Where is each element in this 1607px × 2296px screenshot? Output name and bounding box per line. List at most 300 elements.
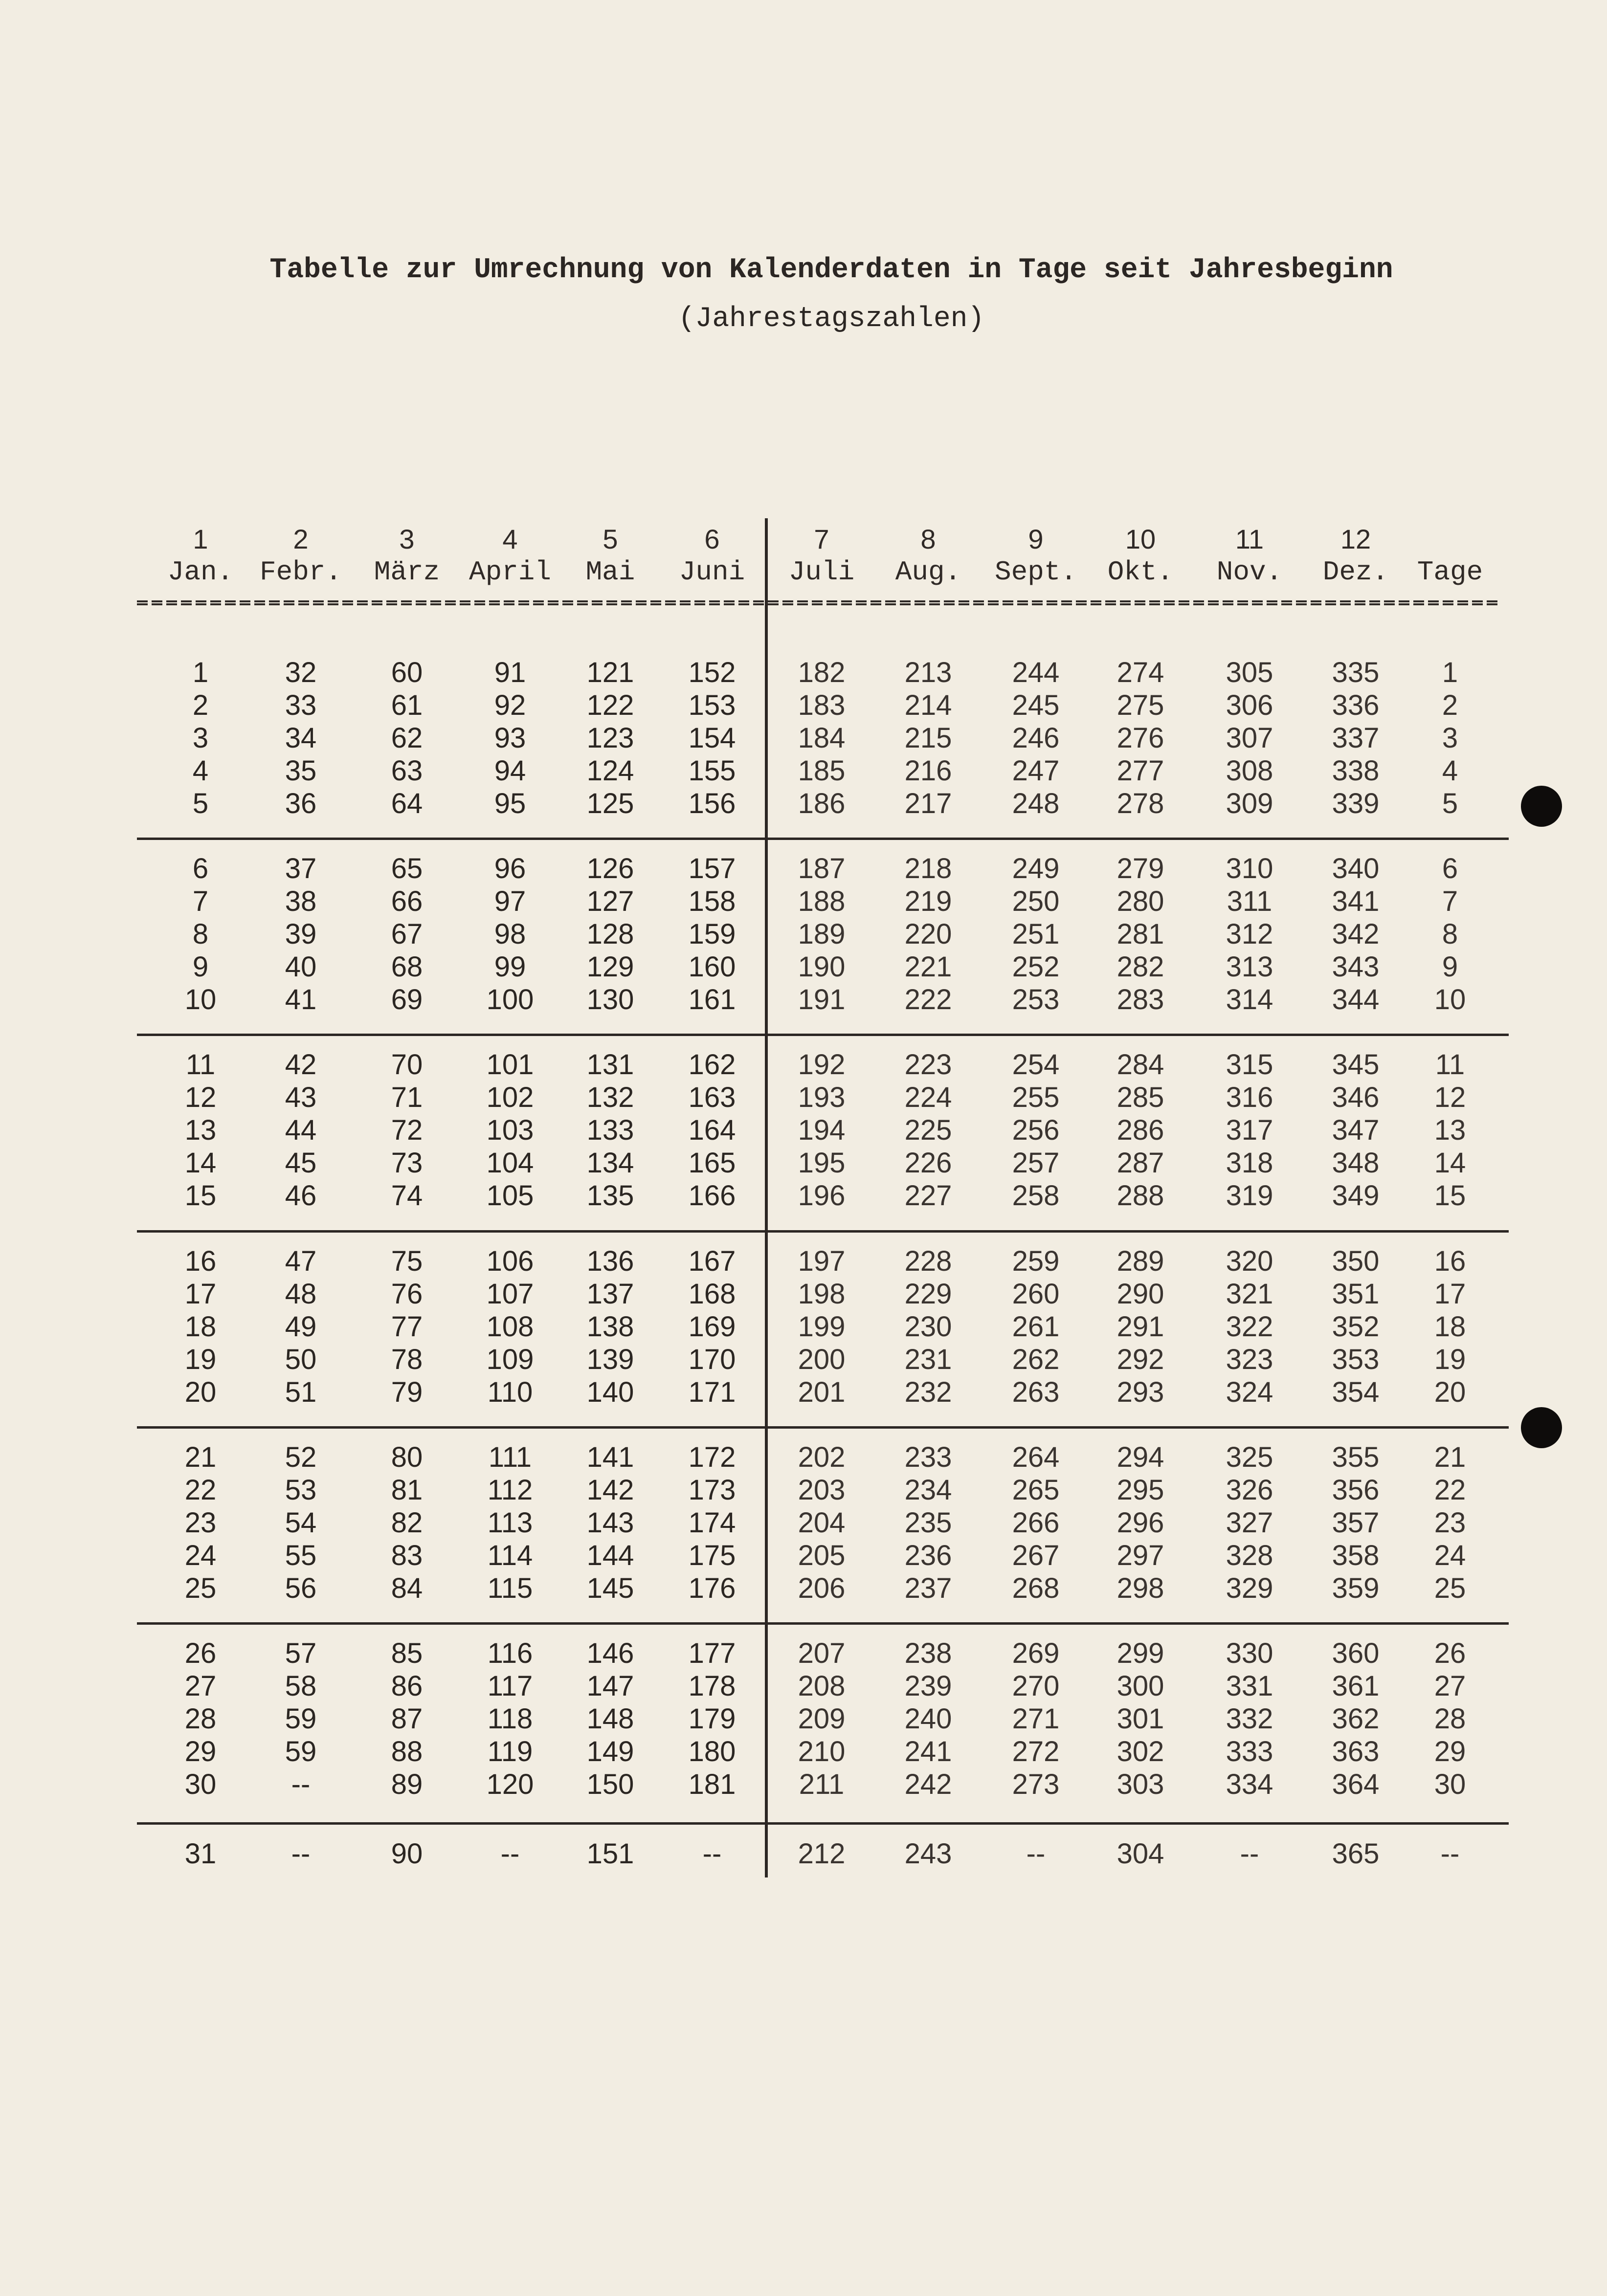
day-number-cell: 9 [192, 951, 209, 983]
day-number-cell: -- [291, 1838, 311, 1870]
day-number-cell: 16 [184, 1245, 217, 1277]
day-number-cell: 108 [486, 1311, 534, 1343]
day-number-cell: 33 [285, 689, 317, 721]
day-number-cell: 165 [688, 1147, 736, 1179]
day-number-cell: 56 [285, 1572, 317, 1604]
day-number-cell: 40 [285, 951, 317, 983]
day-number-cell: 320 [1226, 1245, 1273, 1277]
day-number-cell: 249 [1012, 853, 1060, 884]
day-number-cell: 254 [1012, 1049, 1060, 1081]
day-number-cell: 14 [184, 1147, 217, 1179]
day-number-cell: 235 [904, 1507, 952, 1539]
day-number-cell: 194 [798, 1114, 846, 1146]
column-number: 12 [1340, 524, 1371, 554]
day-number-cell: 324 [1226, 1376, 1273, 1408]
day-number-cell: 52 [285, 1441, 317, 1473]
day-number-cell: 15 [184, 1180, 217, 1212]
day-number-cell: 314 [1226, 984, 1273, 1016]
day-number-cell: 222 [904, 984, 952, 1016]
day-number-cell: 51 [285, 1376, 317, 1408]
day-number-cell: 270 [1012, 1670, 1060, 1702]
day-number-cell: 275 [1116, 689, 1164, 721]
day-number-cell: 27 [184, 1670, 217, 1702]
day-number-cell: 58 [285, 1670, 317, 1702]
day-number-cell: 189 [798, 918, 846, 950]
day-number-cell: 96 [494, 853, 526, 884]
day-number-cell: 127 [586, 885, 634, 917]
day-number-cell: 218 [904, 853, 952, 884]
day-number-cell: 57 [285, 1637, 317, 1669]
day-number-cell: 123 [586, 722, 634, 754]
day-number-cell: 207 [798, 1637, 846, 1669]
day-number-cell: 175 [688, 1540, 736, 1571]
day-number-cell: 232 [904, 1376, 952, 1408]
group-separator-line [137, 1822, 1509, 1825]
day-number-cell: 152 [688, 657, 736, 688]
day-number-cell: 113 [487, 1507, 533, 1539]
day-number-cell: 4 [192, 755, 209, 787]
day-number-cell: 363 [1332, 1736, 1380, 1767]
day-number-cell: -- [1026, 1838, 1046, 1870]
day-number-cell: 255 [1012, 1082, 1060, 1113]
day-number-cell: 231 [904, 1344, 952, 1375]
day-number-cell: 343 [1332, 951, 1380, 983]
day-number-cell: 114 [487, 1540, 533, 1571]
day-number-cell: 271 [1012, 1703, 1060, 1735]
day-number-cell: 341 [1332, 885, 1380, 917]
column-month-name: Mai [585, 556, 635, 588]
day-number-cell: 333 [1226, 1736, 1273, 1767]
day-number-cell: 283 [1116, 984, 1164, 1016]
day-number-cell: 54 [285, 1507, 317, 1539]
day-number-cell: 349 [1332, 1180, 1380, 1212]
day-number-cell: 181 [688, 1768, 736, 1800]
day-number-cell: 50 [285, 1344, 317, 1375]
day-of-month-cell: 27 [1434, 1670, 1466, 1702]
day-number-cell: 264 [1012, 1441, 1060, 1473]
day-number-cell: 339 [1332, 788, 1380, 819]
day-number-cell: 111 [488, 1441, 532, 1473]
day-number-cell: 61 [391, 689, 423, 721]
day-number-cell: 177 [688, 1637, 736, 1669]
day-of-month-cell: -- [1440, 1838, 1460, 1870]
day-number-cell: 94 [494, 755, 526, 787]
day-number-cell: 70 [391, 1049, 423, 1081]
day-number-cell: 234 [904, 1474, 952, 1506]
day-number-cell: 26 [184, 1637, 217, 1669]
day-number-cell: 88 [391, 1736, 423, 1767]
day-number-cell: 205 [798, 1540, 846, 1571]
day-number-cell: 93 [494, 722, 526, 754]
day-number-cell: 196 [798, 1180, 846, 1212]
day-number-cell: 246 [1012, 722, 1060, 754]
day-number-cell: 326 [1226, 1474, 1273, 1506]
day-number-cell: 348 [1332, 1147, 1380, 1179]
day-number-cell: 217 [904, 788, 952, 819]
day-number-cell: 126 [586, 853, 634, 884]
day-number-cell: 101 [486, 1049, 534, 1081]
day-number-cell: 74 [391, 1180, 423, 1212]
day-number-cell: 294 [1116, 1441, 1164, 1473]
day-number-cell: 344 [1332, 984, 1380, 1016]
day-number-cell: 55 [285, 1540, 317, 1571]
day-number-cell: 289 [1116, 1245, 1164, 1277]
day-number-cell: 215 [904, 722, 952, 754]
day-number-cell: 354 [1332, 1376, 1380, 1408]
day-number-cell: 316 [1226, 1082, 1273, 1113]
day-number-cell: 273 [1012, 1768, 1060, 1800]
day-number-cell: 263 [1012, 1376, 1060, 1408]
day-number-cell: 353 [1332, 1344, 1380, 1375]
day-number-cell: 173 [688, 1474, 736, 1506]
day-number-cell: 154 [688, 722, 736, 754]
day-number-cell: 17 [184, 1278, 217, 1310]
day-of-month-cell: 24 [1434, 1540, 1466, 1571]
day-number-cell: 46 [285, 1180, 317, 1212]
day-number-cell: 156 [688, 788, 736, 819]
day-number-cell: 160 [688, 951, 736, 983]
day-number-cell: 129 [586, 951, 634, 983]
column-month-name: Tage [1417, 556, 1483, 588]
day-number-cell: 364 [1332, 1768, 1380, 1800]
day-number-cell: 19 [184, 1344, 217, 1375]
day-number-cell: 139 [586, 1344, 634, 1375]
day-number-cell: 71 [391, 1082, 423, 1113]
day-number-cell: 112 [487, 1474, 533, 1506]
day-number-cell: 361 [1332, 1670, 1380, 1702]
day-number-cell: 243 [904, 1838, 952, 1870]
day-number-cell: 213 [904, 657, 952, 688]
day-number-cell: 259 [1012, 1245, 1060, 1277]
day-number-cell: 303 [1116, 1768, 1164, 1800]
group-separator-line [137, 1034, 1509, 1036]
day-number-cell: 299 [1116, 1637, 1164, 1669]
column-month-name: Dez. [1322, 556, 1389, 588]
day-number-cell: 63 [391, 755, 423, 787]
header-double-rule [137, 600, 1501, 605]
day-number-cell: 262 [1012, 1344, 1060, 1375]
day-number-cell: 182 [798, 657, 846, 688]
day-number-cell: 86 [391, 1670, 423, 1702]
day-number-cell: 42 [285, 1049, 317, 1081]
day-number-cell: 23 [184, 1507, 217, 1539]
day-number-cell: 107 [486, 1278, 534, 1310]
day-of-month-cell: 20 [1434, 1376, 1466, 1408]
day-number-cell: 106 [486, 1245, 534, 1277]
day-number-cell: 250 [1012, 885, 1060, 917]
day-number-cell: 105 [486, 1180, 534, 1212]
day-of-month-cell: 12 [1434, 1082, 1466, 1113]
day-number-cell: 306 [1226, 689, 1273, 721]
day-number-cell: 301 [1116, 1703, 1164, 1735]
day-number-cell: 76 [391, 1278, 423, 1310]
day-number-cell: 187 [798, 853, 846, 884]
day-number-cell: 236 [904, 1540, 952, 1571]
day-number-cell: 138 [586, 1311, 634, 1343]
day-number-cell: 59 [285, 1736, 317, 1767]
day-number-cell: 195 [798, 1147, 846, 1179]
day-number-cell: 104 [486, 1147, 534, 1179]
day-number-cell: 206 [798, 1572, 846, 1604]
day-number-cell: 20 [184, 1376, 217, 1408]
day-of-month-cell: 23 [1434, 1507, 1466, 1539]
day-number-cell: 28 [184, 1703, 217, 1735]
day-number-cell: 336 [1332, 689, 1380, 721]
column-number: 8 [920, 524, 936, 554]
day-number-cell: 146 [586, 1637, 634, 1669]
column-number: 6 [704, 524, 720, 554]
day-number-cell: 157 [688, 853, 736, 884]
day-number-cell: 95 [494, 788, 526, 819]
day-number-cell: 287 [1116, 1147, 1164, 1179]
day-number-cell: 199 [798, 1311, 846, 1343]
day-number-cell: 159 [688, 918, 736, 950]
day-number-cell: 291 [1116, 1311, 1164, 1343]
day-number-cell: -- [291, 1768, 311, 1800]
day-number-cell: 186 [798, 788, 846, 819]
day-number-cell: 305 [1226, 657, 1273, 688]
day-number-cell: 75 [391, 1245, 423, 1277]
day-number-cell: 239 [904, 1670, 952, 1702]
day-number-cell: 79 [391, 1376, 423, 1408]
day-number-cell: 131 [586, 1049, 634, 1081]
column-number: 3 [399, 524, 415, 554]
day-number-cell: 198 [798, 1278, 846, 1310]
day-number-cell: 193 [798, 1082, 846, 1113]
day-number-cell: 45 [285, 1147, 317, 1179]
day-number-cell: 292 [1116, 1344, 1164, 1375]
day-number-cell: 117 [487, 1670, 533, 1702]
column-number: 10 [1125, 524, 1156, 554]
day-number-cell: 311 [1227, 885, 1272, 917]
day-number-cell: 68 [391, 951, 423, 983]
column-month-name: Juli [788, 556, 855, 588]
day-number-cell: 242 [904, 1768, 952, 1800]
column-month-name: Juni [679, 556, 745, 588]
day-number-cell: 32 [285, 657, 317, 688]
day-number-cell: 60 [391, 657, 423, 688]
day-of-month-cell: 26 [1434, 1637, 1466, 1669]
day-number-cell: 2 [192, 689, 209, 721]
day-of-month-cell: 5 [1442, 788, 1458, 819]
day-number-cell: 310 [1226, 853, 1273, 884]
day-number-cell: 21 [184, 1441, 217, 1473]
day-number-cell: 337 [1332, 722, 1380, 754]
day-number-cell: 317 [1226, 1114, 1273, 1146]
day-number-cell: 169 [688, 1311, 736, 1343]
day-of-month-cell: 7 [1442, 885, 1458, 917]
day-number-cell: 208 [798, 1670, 846, 1702]
day-number-cell: 137 [586, 1278, 634, 1310]
day-number-cell: 260 [1012, 1278, 1060, 1310]
day-number-cell: 124 [586, 755, 634, 787]
day-number-cell: 290 [1116, 1278, 1164, 1310]
day-number-cell: 278 [1116, 788, 1164, 819]
day-number-cell: 62 [391, 722, 423, 754]
day-number-cell: 136 [586, 1245, 634, 1277]
day-number-cell: 356 [1332, 1474, 1380, 1506]
day-number-cell: 269 [1012, 1637, 1060, 1669]
day-number-cell: 329 [1226, 1572, 1273, 1604]
day-number-cell: 330 [1226, 1637, 1273, 1669]
column-month-name: Okt. [1107, 556, 1174, 588]
day-number-cell: 230 [904, 1311, 952, 1343]
day-number-cell: 128 [586, 918, 634, 950]
day-number-cell: 167 [688, 1245, 736, 1277]
day-number-cell: 345 [1332, 1049, 1380, 1081]
day-number-cell: 315 [1226, 1049, 1273, 1081]
day-number-cell: 73 [391, 1147, 423, 1179]
column-number: 9 [1028, 524, 1044, 554]
day-number-cell: 80 [391, 1441, 423, 1473]
day-number-cell: 24 [184, 1540, 217, 1571]
day-number-cell: 168 [688, 1278, 736, 1310]
day-number-cell: 43 [285, 1082, 317, 1113]
day-of-month-cell: 14 [1434, 1147, 1466, 1179]
day-number-cell: 347 [1332, 1114, 1380, 1146]
day-number-cell: 298 [1116, 1572, 1164, 1604]
day-number-cell: 155 [688, 755, 736, 787]
day-of-month-cell: 30 [1434, 1768, 1466, 1800]
day-number-cell: 47 [285, 1245, 317, 1277]
day-number-cell: 318 [1226, 1147, 1273, 1179]
day-number-cell: 100 [486, 984, 534, 1016]
day-number-cell: 274 [1116, 657, 1164, 688]
day-number-cell: 132 [586, 1082, 634, 1113]
day-number-cell: 327 [1226, 1507, 1273, 1539]
day-number-cell: 325 [1226, 1441, 1273, 1473]
day-number-cell: 342 [1332, 918, 1380, 950]
day-number-cell: 201 [798, 1376, 846, 1408]
day-number-cell: 307 [1226, 722, 1273, 754]
punch-hole [1521, 1407, 1562, 1448]
day-number-cell: 84 [391, 1572, 423, 1604]
day-number-cell: 221 [904, 951, 952, 983]
day-of-month-cell: 21 [1434, 1441, 1466, 1473]
day-number-cell: 44 [285, 1114, 317, 1146]
day-number-cell: 144 [586, 1540, 634, 1571]
day-number-cell: 268 [1012, 1572, 1060, 1604]
group-separator-line [137, 1230, 1509, 1233]
day-number-cell: 212 [798, 1838, 846, 1870]
day-number-cell: 103 [486, 1114, 534, 1146]
day-number-cell: 252 [1012, 951, 1060, 983]
day-number-cell: 322 [1226, 1311, 1273, 1343]
day-number-cell: 49 [285, 1311, 317, 1343]
day-number-cell: 72 [391, 1114, 423, 1146]
day-of-month-cell: 6 [1442, 853, 1458, 884]
day-number-cell: 118 [487, 1703, 533, 1735]
day-number-cell: 89 [391, 1768, 423, 1800]
column-month-name: Nov. [1216, 556, 1283, 588]
day-number-cell: 166 [688, 1180, 736, 1212]
day-number-cell: 1 [192, 657, 209, 688]
day-number-cell: 277 [1116, 755, 1164, 787]
day-number-cell: 225 [904, 1114, 952, 1146]
day-number-cell: 237 [904, 1572, 952, 1604]
page-subtitle: (Jahrestagszahlen) [678, 303, 985, 335]
day-number-cell: 109 [486, 1344, 534, 1375]
day-number-cell: 340 [1332, 853, 1380, 884]
day-number-cell: 172 [688, 1441, 736, 1473]
day-number-cell: 161 [688, 984, 736, 1016]
day-number-cell: 174 [688, 1507, 736, 1539]
day-number-cell: 148 [586, 1703, 634, 1735]
day-number-cell: 304 [1116, 1838, 1164, 1870]
day-number-cell: 140 [586, 1376, 634, 1408]
day-number-cell: 359 [1332, 1572, 1380, 1604]
day-of-month-cell: 2 [1442, 689, 1458, 721]
day-number-cell: 25 [184, 1572, 217, 1604]
day-number-cell: 92 [494, 689, 526, 721]
day-number-cell: 224 [904, 1082, 952, 1113]
column-month-name: April [469, 556, 552, 588]
day-number-cell: 164 [688, 1114, 736, 1146]
day-number-cell: 284 [1116, 1049, 1164, 1081]
day-number-cell: 257 [1012, 1147, 1060, 1179]
day-number-cell: 30 [184, 1768, 217, 1800]
day-number-cell: 34 [285, 722, 317, 754]
day-number-cell: 244 [1012, 657, 1060, 688]
day-number-cell: 365 [1332, 1838, 1380, 1870]
day-number-cell: 67 [391, 918, 423, 950]
day-number-cell: 338 [1332, 755, 1380, 787]
day-number-cell: 281 [1116, 918, 1164, 950]
day-number-cell: 248 [1012, 788, 1060, 819]
day-number-cell: 295 [1116, 1474, 1164, 1506]
day-number-cell: 214 [904, 689, 952, 721]
day-number-cell: 39 [285, 918, 317, 950]
day-number-cell: 202 [798, 1441, 846, 1473]
day-number-cell: 179 [688, 1703, 736, 1735]
day-number-cell: 142 [586, 1474, 634, 1506]
day-number-cell: 184 [798, 722, 846, 754]
day-number-cell: 282 [1116, 951, 1164, 983]
day-number-cell: 188 [798, 885, 846, 917]
day-number-cell: 350 [1332, 1245, 1380, 1277]
day-number-cell: 220 [904, 918, 952, 950]
day-number-cell: 90 [391, 1838, 423, 1870]
day-number-cell: 97 [494, 885, 526, 917]
day-number-cell: 35 [285, 755, 317, 787]
day-number-cell: 197 [798, 1245, 846, 1277]
day-number-cell: 265 [1012, 1474, 1060, 1506]
day-number-cell: 357 [1332, 1507, 1380, 1539]
group-separator-line [137, 1426, 1509, 1429]
day-number-cell: 312 [1226, 918, 1273, 950]
day-number-cell: 241 [904, 1736, 952, 1767]
day-number-cell: 279 [1116, 853, 1164, 884]
group-separator-line [137, 1622, 1509, 1625]
day-number-cell: 335 [1332, 657, 1380, 688]
day-number-cell: 5 [192, 788, 209, 819]
day-of-month-cell: 18 [1434, 1311, 1466, 1343]
day-number-cell: 91 [494, 657, 526, 688]
day-number-cell: 87 [391, 1703, 423, 1735]
day-number-cell: 81 [391, 1474, 423, 1506]
day-number-cell: 171 [688, 1376, 736, 1408]
day-of-month-cell: 13 [1434, 1114, 1466, 1146]
day-of-month-cell: 11 [1435, 1049, 1465, 1081]
day-number-cell: 286 [1116, 1114, 1164, 1146]
day-number-cell: 135 [586, 1180, 634, 1212]
day-number-cell: 223 [904, 1049, 952, 1081]
column-number: 5 [603, 524, 618, 554]
day-number-cell: 351 [1332, 1278, 1380, 1310]
day-number-cell: 240 [904, 1703, 952, 1735]
day-number-cell: 31 [184, 1838, 217, 1870]
day-of-month-cell: 10 [1434, 984, 1466, 1016]
